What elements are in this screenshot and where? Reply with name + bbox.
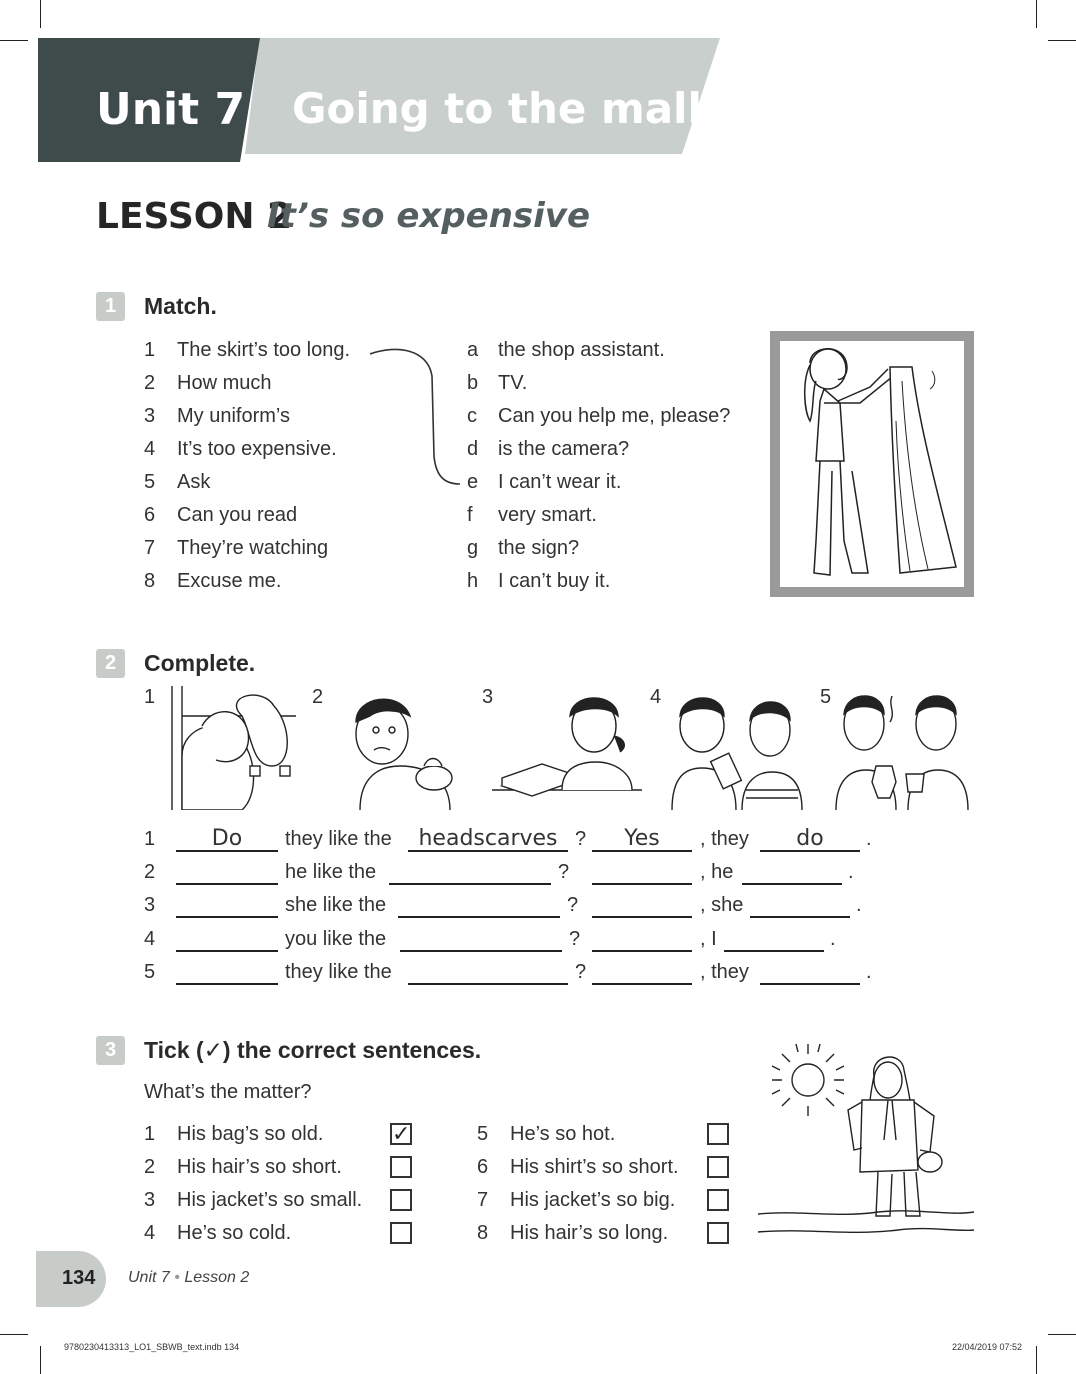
sentence-text: , they: [700, 961, 749, 983]
match-left-item: Can you read: [177, 504, 298, 526]
print-slug-file: 9780230413313_LO1_SBWB_text.indb 134: [64, 1342, 240, 1352]
girl-with-cake-picture: [492, 686, 642, 810]
exercise-number: 1: [96, 292, 125, 321]
item-letter: b: [467, 372, 479, 394]
item-number: 3: [144, 1189, 156, 1211]
exercise-number: 3: [96, 1036, 125, 1065]
item-letter: e: [467, 471, 479, 493]
crop-mark: [1048, 1334, 1076, 1335]
item-number: 8: [477, 1222, 489, 1244]
picture-number: 5: [820, 686, 832, 708]
lesson-number: LESSON 2: [96, 196, 293, 237]
item-number: 2: [144, 372, 156, 394]
answer-blank-short[interactable]: [592, 892, 692, 918]
tick-checkbox[interactable]: [707, 1222, 729, 1244]
sentence-text: they like the: [285, 828, 392, 850]
question-mark: ?: [558, 861, 570, 883]
match-left-item: They’re watching: [177, 537, 329, 559]
tick-sentence: His hair’s so short.: [177, 1156, 342, 1178]
match-left-item: The skirt’s too long.: [177, 339, 351, 361]
item-number: 6: [144, 504, 156, 526]
match-left-item: It’s too expensive.: [177, 438, 337, 460]
row-number: 1: [144, 828, 156, 850]
boys-with-phone-picture: [662, 686, 808, 810]
exercise-title: Tick (✓) the correct sentences.: [144, 1037, 482, 1063]
crop-mark: [1036, 0, 1037, 28]
item-number: 5: [144, 471, 156, 493]
exercise-number: 2: [96, 649, 125, 678]
tick-checkbox[interactable]: [390, 1189, 412, 1211]
full-stop: .: [866, 961, 872, 983]
row-number: 5: [144, 961, 156, 983]
sentence-text: , I: [700, 928, 717, 950]
answer-blank-short[interactable]: [592, 926, 692, 952]
picture-number: 4: [650, 686, 662, 708]
sentence-text: she like the: [285, 894, 387, 916]
exercise-subtitle: What’s the matter?: [144, 1081, 312, 1103]
print-slug-date: 22/04/2019 07:52: [952, 1342, 1023, 1352]
crop-mark: [0, 1334, 28, 1335]
answer-blank-aux[interactable]: [176, 926, 278, 952]
full-stop: .: [830, 928, 836, 950]
tick-sentence: He’s so hot.: [510, 1123, 616, 1145]
item-number: 8: [144, 570, 156, 592]
item-number: 1: [144, 1123, 156, 1145]
answer-blank-object[interactable]: headscarves: [408, 826, 568, 852]
footer-separator: •: [174, 1269, 180, 1286]
footer-unit-label: Unit 7: [128, 1269, 170, 1286]
answer-blank-object[interactable]: [389, 859, 551, 885]
sentence-text: he like the: [285, 861, 377, 883]
tick-sentence: His shirt’s so short.: [510, 1156, 679, 1178]
crop-mark: [0, 40, 28, 41]
answer-blank-short[interactable]: Yes: [592, 826, 692, 852]
tick-checkbox[interactable]: [390, 1156, 412, 1178]
answer-blank-aux-end[interactable]: [760, 959, 860, 985]
item-letter: g: [467, 537, 479, 559]
question-mark: ?: [567, 894, 579, 916]
item-number: 4: [144, 438, 156, 460]
crop-mark: [40, 0, 41, 28]
match-right-item: I can’t wear it.: [498, 471, 622, 493]
tick-checkbox[interactable]: ✓: [392, 1121, 411, 1146]
tick-checkbox[interactable]: [707, 1189, 729, 1211]
match-right-item: very smart.: [498, 504, 597, 526]
crop-mark: [1036, 1346, 1037, 1374]
answer-blank-short[interactable]: [592, 959, 692, 985]
sentence-text: , he: [700, 861, 734, 883]
answer-blank-object[interactable]: [400, 926, 562, 952]
footer-breadcrumb: [128, 1269, 249, 1287]
row-number: 2: [144, 861, 156, 883]
answer-blank-object[interactable]: [408, 959, 568, 985]
picture-number: 2: [312, 686, 324, 708]
match-connector-line: [368, 346, 464, 492]
sentence-text: , they: [700, 828, 749, 850]
row-number: 4: [144, 928, 156, 950]
question-mark: ?: [569, 928, 581, 950]
footer-lesson-label: Lesson 2: [184, 1269, 250, 1286]
item-letter: h: [467, 570, 479, 592]
answer-blank-aux[interactable]: [176, 959, 278, 985]
row-number: 3: [144, 894, 156, 916]
answer-blank-short[interactable]: [592, 859, 692, 885]
unit-label: Unit 7: [96, 84, 246, 135]
match-right-item: TV.: [498, 372, 528, 394]
question-mark: ?: [575, 961, 587, 983]
boy-with-food-picture: [340, 686, 470, 810]
full-stop: .: [856, 894, 862, 916]
item-number: 7: [477, 1189, 489, 1211]
picture-number: 3: [482, 686, 494, 708]
tick-sentence: He’s so cold.: [177, 1222, 292, 1244]
full-stop: .: [866, 828, 872, 850]
sentence-text: you like the: [285, 928, 387, 950]
crop-mark: [40, 1346, 41, 1374]
question-mark: ?: [575, 828, 587, 850]
tick-sentence: His hair’s so long.: [510, 1222, 669, 1244]
match-right-item: the sign?: [498, 537, 580, 559]
boys-with-vases-picture: [832, 686, 972, 810]
match-left-item: My uniform’s: [177, 405, 290, 427]
girl-with-skirt-drawing: [780, 341, 964, 587]
item-letter: d: [467, 438, 479, 460]
skirt-illustration: [770, 331, 974, 597]
answer-blank-aux[interactable]: Do: [176, 826, 278, 852]
item-number: 1: [144, 339, 156, 361]
match-right-item: is the camera?: [498, 438, 630, 460]
answer-blank-object[interactable]: [398, 892, 560, 918]
full-stop: .: [848, 861, 854, 883]
picture-number: 1: [144, 686, 156, 708]
match-left-item: Excuse me.: [177, 570, 282, 592]
sentence-text: , she: [700, 894, 744, 916]
item-number: 2: [144, 1156, 156, 1178]
answer-blank-aux-end[interactable]: do: [760, 826, 860, 852]
answer-blank-aux-end[interactable]: [724, 926, 824, 952]
item-letter: f: [467, 504, 473, 526]
item-number: 5: [477, 1123, 489, 1145]
exercise-title: Complete.: [144, 650, 256, 676]
match-left-item: How much: [177, 372, 272, 394]
match-right-item: the shop assistant.: [498, 339, 665, 361]
item-number: 7: [144, 537, 156, 559]
tick-sentence: His jacket’s so small.: [177, 1189, 363, 1211]
lesson-title: It’s so expensive: [267, 196, 591, 236]
tick-sentence: His bag’s so old.: [177, 1123, 324, 1145]
answer-blank-aux[interactable]: [176, 859, 278, 885]
answer-blank-aux-end[interactable]: [742, 859, 842, 885]
answer-blank-aux-end[interactable]: [750, 892, 850, 918]
match-left-item: Ask: [177, 471, 211, 493]
item-number: 3: [144, 405, 156, 427]
tick-checkbox[interactable]: [707, 1156, 729, 1178]
page-number: 134: [62, 1267, 96, 1289]
item-number: 4: [144, 1222, 156, 1244]
tick-sentence: His jacket’s so big.: [510, 1189, 676, 1211]
item-letter: a: [467, 339, 479, 361]
unit-title: Going to the mall: [292, 84, 702, 133]
exercise-title: Match.: [144, 293, 217, 319]
match-right-item: I can’t buy it.: [498, 570, 611, 592]
tick-checkbox[interactable]: [707, 1123, 729, 1145]
man-in-sun-illustration: [758, 1040, 974, 1244]
answer-blank-aux[interactable]: [176, 892, 278, 918]
headscarves-picture: [162, 686, 302, 810]
sentence-text: they like the: [285, 961, 392, 983]
item-number: 6: [477, 1156, 489, 1178]
tick-checkbox[interactable]: [390, 1222, 412, 1244]
crop-mark: [1048, 40, 1076, 41]
item-letter: c: [467, 405, 477, 427]
match-right-item: Can you help me, please?: [498, 405, 731, 427]
